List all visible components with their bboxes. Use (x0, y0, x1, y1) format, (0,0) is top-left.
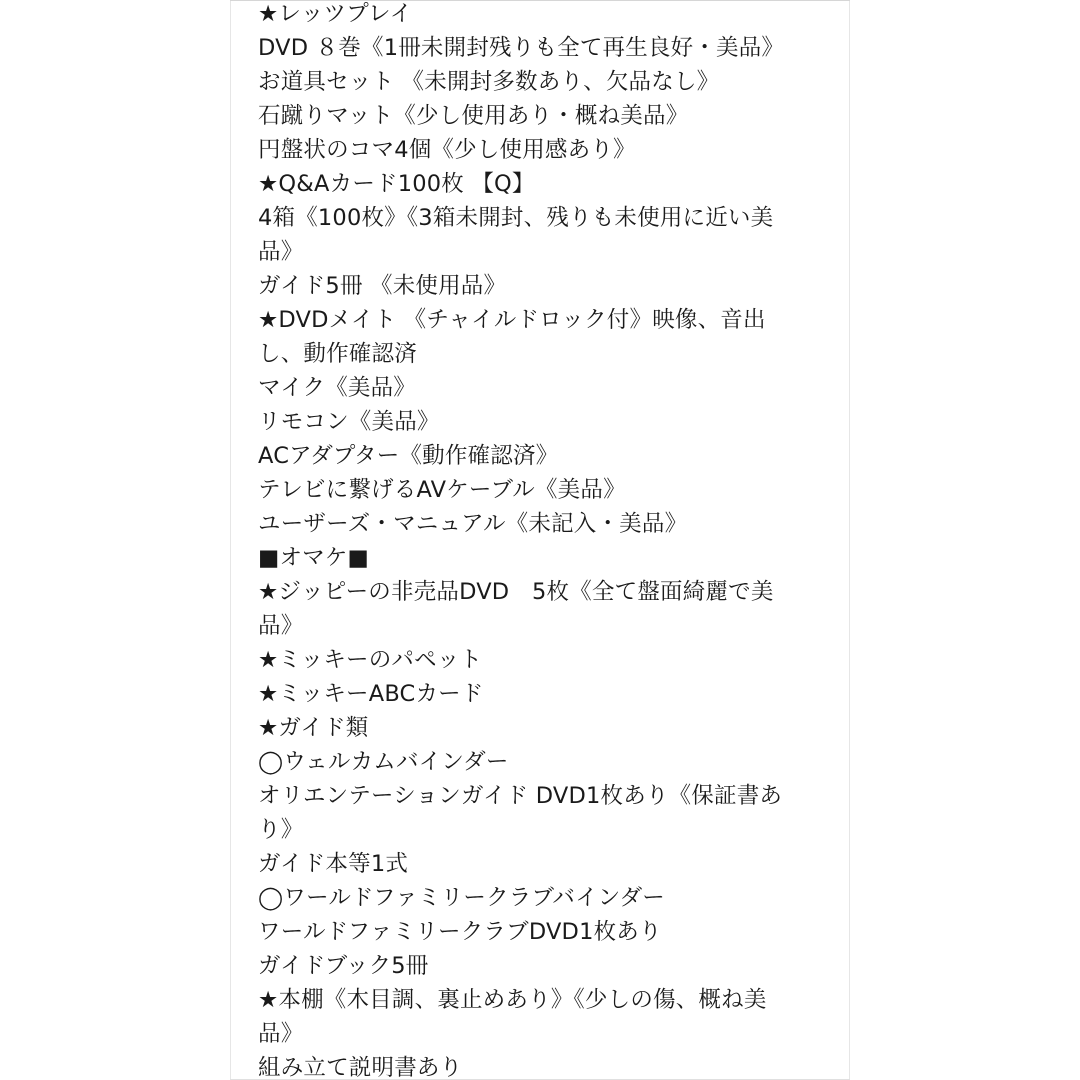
description-line: ◯ワールドファミリークラブバインダー (258, 885, 666, 911)
description-line: ★レッツプレイ (258, 1, 413, 27)
description-line: ◯ウェルカムバインダー (258, 749, 509, 775)
description-line: ガイド5冊 《未使用品》 (258, 273, 507, 299)
description-line: ガイド本等1式 (258, 851, 409, 877)
description-line: テレビに繋げるAVケーブル《美品》 (258, 477, 626, 503)
description-line: り》 (258, 817, 304, 843)
description-line: ★ミッキーのパペット (258, 647, 483, 673)
description-line: ACアダプター《動作確認済》 (258, 443, 559, 469)
description-line: DVD ８巻《1冊未開封残りも全て再生良好・美品》 (258, 35, 785, 61)
description-line: ★ミッキーABCカード (258, 681, 484, 707)
description-line: ワールドファミリークラブDVD1枚あり (258, 919, 662, 945)
description-line: 品》 (258, 613, 304, 639)
description-line: ★ガイド類 (258, 715, 369, 741)
description-line: ガイドブック5冊 (258, 953, 429, 979)
description-line: ■オマケ■ (258, 545, 370, 571)
description-line: 4箱《100枚》《3箱未開封、残りも未使用に近い美 (258, 205, 774, 231)
description-line: ★ジッピーの非売品DVD 5枚《全て盤面綺麗で美 (258, 579, 774, 605)
description-line: ★Q&Aカード100枚 【Q】 (258, 171, 535, 197)
description-line: 品》 (258, 1021, 304, 1047)
description-line: 石蹴りマット《少し使用あり・概ね美品》 (258, 103, 689, 129)
description-line: 組み立て説明書あり (258, 1055, 463, 1080)
description-line: ★DVDメイト 《チャイルドロック付》映像、音出 (258, 307, 766, 333)
description-line: リモコン《美品》 (258, 409, 440, 435)
description-line: し、動作確認済 (258, 341, 417, 367)
description-line: ユーザーズ・マニュアル《未記入・美品》 (258, 511, 688, 537)
description-line: お道具セット 《未開封多数あり、欠品なし》 (258, 69, 720, 95)
description-line: 円盤状のコマ4個《少し使用感あり》 (258, 137, 636, 163)
description-line: オリエンテーションガイド DVD1枚あり《保証書あ (258, 783, 783, 809)
description-line: 品》 (258, 239, 304, 265)
description-line: マイク《美品》 (258, 375, 417, 401)
description-line: ★本棚《木目調、裏止めあり》《少しの傷、概ね美 (258, 987, 767, 1013)
item-description-list (258, 0, 818, 1080)
